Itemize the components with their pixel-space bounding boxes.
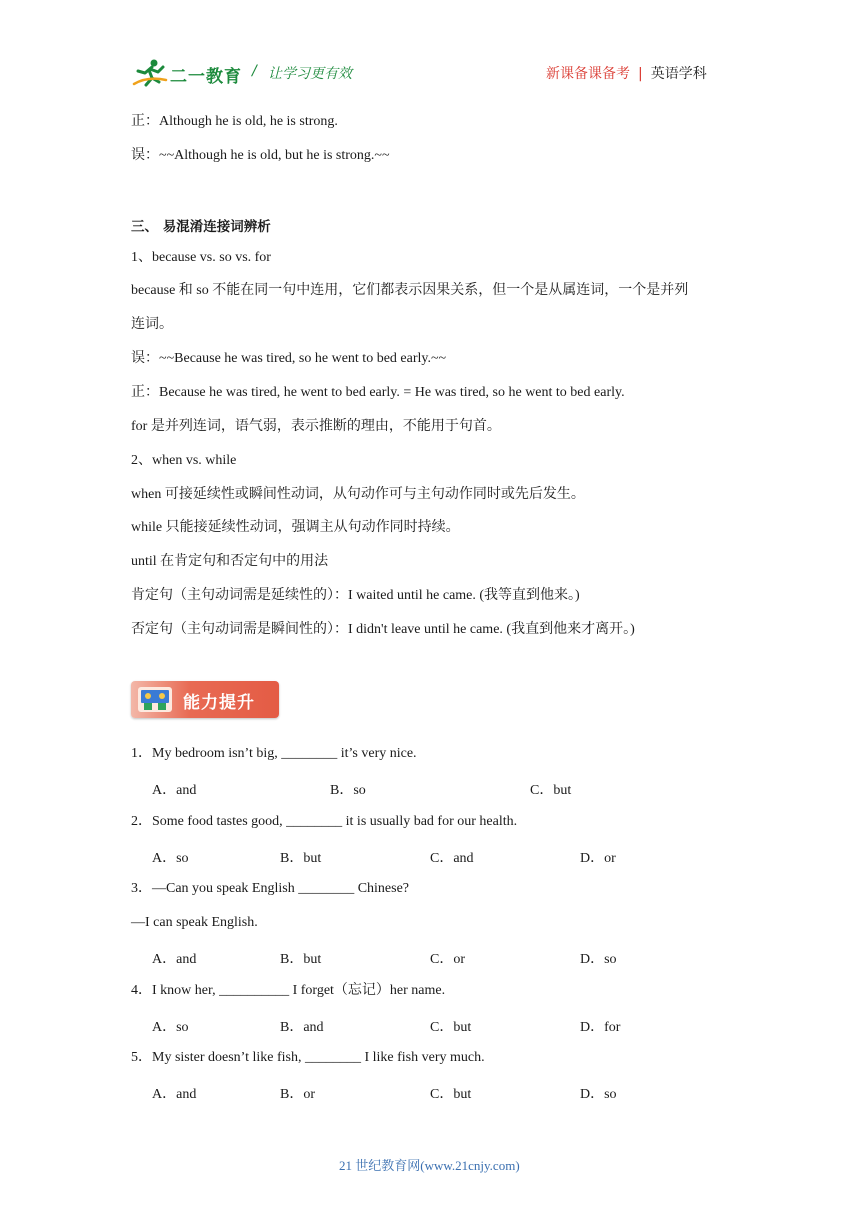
header-separator: |	[638, 66, 643, 82]
page-footer: 21 世纪教育网(www.21cnjy.com)	[339, 1158, 520, 1173]
intro-correct: 正：Although he is old, he is strong.	[131, 114, 338, 129]
option-b[interactable]: B．so	[330, 783, 366, 798]
option-a[interactable]: A．so	[152, 851, 189, 866]
option-d[interactable]: D．or	[580, 851, 616, 866]
section-line: 连词。	[131, 317, 173, 332]
people-board-icon	[138, 687, 172, 712]
section-line: 肯定句（主句动词需是延续性的）：I waited until he came. (我等直到他来。)	[131, 588, 580, 603]
option-b[interactable]: B．and	[280, 1020, 324, 1035]
option-d[interactable]: D．for	[580, 1020, 621, 1035]
runner-logo-icon	[132, 58, 168, 88]
option-c[interactable]: C．or	[430, 952, 465, 967]
option-c[interactable]: C．and	[430, 851, 474, 866]
question-stem: 5．My sister doesn’t like fish, ________ I like fish very much.	[131, 1050, 485, 1065]
option-c[interactable]: C．but	[530, 783, 572, 798]
option-a[interactable]: A．and	[152, 1087, 197, 1102]
section-line: 1、because vs. so vs. for	[131, 250, 271, 265]
banner-label: 能力提升	[183, 693, 255, 713]
section-line: 误：~~Because he was tired, so he went to bed early.~~	[131, 351, 447, 366]
question-stem: 3．—Can you speak English ________ Chinese?	[131, 881, 410, 896]
intro-wrong: 误：~~Although he is old, but he is strong.~~	[131, 148, 390, 163]
question-stem: 4．I know her, __________ I forget（忘记）her name.	[131, 983, 446, 998]
section-line: 2、when vs. while	[131, 453, 237, 468]
header-right	[546, 63, 707, 83]
option-a[interactable]: A．and	[152, 952, 197, 967]
question-stem: 1．My bedroom isn’t big, ________ it’s very nice.	[131, 746, 417, 761]
option-c[interactable]: C．but	[430, 1087, 472, 1102]
section-line: 否定句（主句动词需是瞬间性的）：I didn't leave until he came. (我直到他来才离开。)	[131, 622, 635, 637]
ability-banner	[131, 681, 279, 718]
option-d[interactable]: D．so	[580, 1087, 617, 1102]
option-c[interactable]: C．but	[430, 1020, 472, 1035]
section-line: because 和 so 不能在同一句中连用，它们都表示因果关系，但一个是从属连词，一个是并列	[131, 283, 689, 298]
option-d[interactable]: D．so	[580, 952, 617, 967]
logo-text: 二一教育	[170, 67, 242, 87]
question-stem-reply: —I can speak English.	[131, 915, 258, 930]
option-a[interactable]: A．so	[152, 1020, 189, 1035]
header-slash: /	[252, 63, 257, 79]
option-b[interactable]: B．but	[280, 952, 322, 967]
section-line: 正：Because he was tired, he went to bed early. = He was tired, so he went to bed early.	[131, 385, 625, 400]
question-stem: 2．Some food tastes good, ________ it is usually bad for our health.	[131, 814, 518, 829]
section-line: for 是并列连词，语气弱，表示推断的理由，不能用于句首。	[131, 419, 501, 434]
header-course-label: 新课备课备考	[546, 66, 630, 82]
option-b[interactable]: B．or	[280, 1087, 315, 1102]
section-line: when 可接延续性或瞬间性动词，从句动作可与主句动作同时或先后发生。	[131, 487, 585, 502]
section-line: while 只能接延续性动词，强调主从句动作同时持续。	[131, 520, 460, 535]
option-b[interactable]: B．but	[280, 851, 322, 866]
section-line: until 在肯定句和否定句中的用法	[131, 554, 329, 569]
header-subject: 英语学科	[650, 66, 707, 82]
section-title: 三、 易混淆连接词辨析	[131, 219, 271, 235]
option-a[interactable]: A．and	[152, 783, 197, 798]
header-slogan: 让学习更有效	[268, 66, 352, 82]
